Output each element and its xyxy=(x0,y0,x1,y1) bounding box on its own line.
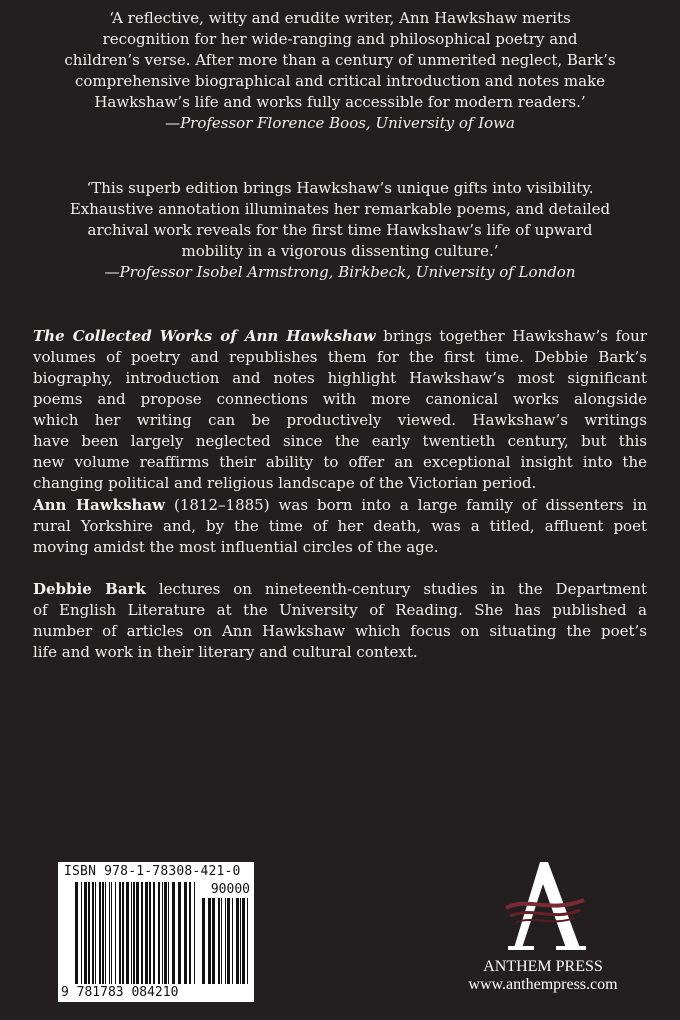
publisher-url: www.anthempress.com xyxy=(468,976,618,993)
barcode-bar xyxy=(141,882,143,984)
barcode-bar xyxy=(225,898,226,984)
barcode-bar xyxy=(242,898,245,984)
barcode-bar xyxy=(212,898,215,984)
barcode-bar xyxy=(119,882,121,984)
barcode-bar xyxy=(178,882,181,984)
quote-line: Exhaustive annotation illuminates her remarkable poems, and detailed xyxy=(69,200,611,218)
bio-line: life and work in their literary and cultural context. xyxy=(33,643,418,661)
bio-line: number of articles on Ann Hawkshaw which focus on situating the poet’s xyxy=(33,622,647,640)
book-title: The Collected Works of Ann Hawkshaw xyxy=(33,327,376,345)
quote-line: ‘This superb edition brings Hawkshaw’s unique gifts into visibility. xyxy=(86,179,594,197)
isbn-text: ISBN 978-1-78308-421-0 xyxy=(64,864,241,879)
description-line: biography, introduction and notes highlight Hawkshaw’s most significant xyxy=(33,369,647,387)
barcode-bar xyxy=(240,898,241,984)
barcode-bar xyxy=(202,898,205,984)
barcode-bar xyxy=(218,898,220,984)
anthem-a-logo-icon xyxy=(488,860,598,956)
editor-name: Debbie Bark xyxy=(33,580,146,598)
bio-line: lectures on nineteenth-century studies in the Department xyxy=(145,580,647,598)
addon-bars xyxy=(202,898,250,984)
barcode-bar xyxy=(84,882,87,984)
quote-isobel-armstrong xyxy=(33,178,647,283)
description-line: volumes of poetry and republishes them for the first time. Debbie Bark’s xyxy=(33,348,647,366)
author-bio xyxy=(33,495,647,558)
barcode-bar xyxy=(189,882,191,984)
barcode-bar xyxy=(162,882,163,984)
barcode-bar xyxy=(131,882,132,984)
quote-line: ‘A reflective, witty and erudite writer, Ann Hawkshaw merits xyxy=(109,9,571,27)
barcode-bar xyxy=(111,882,112,984)
description-line: poems and propose connections with more canonical works alongside xyxy=(33,390,647,408)
isbn-barcode xyxy=(58,862,254,1002)
quote-line: comprehensive biographical and critical introduction and notes make xyxy=(74,72,606,90)
bio-line: rural Yorkshire and, by the time of her death, was a titled, affluent poet xyxy=(33,517,647,535)
quote-line: recognition for her wide-ranging and philosophical poetry and xyxy=(102,30,578,48)
barcode-bar xyxy=(172,882,175,984)
barcode-bar xyxy=(102,882,104,984)
barcode-bar xyxy=(168,882,169,984)
author-name: Ann Hawkshaw xyxy=(33,496,166,514)
barcode-bar xyxy=(164,882,167,984)
bio-line: of English Literature at the University of Reading. She has published a xyxy=(33,601,647,619)
barcode-bar xyxy=(81,882,82,984)
barcode-bar xyxy=(158,882,160,984)
barcode-bar xyxy=(133,882,135,984)
description-line: which her writing can be productively viewed. Hawkshaw’s writings xyxy=(33,411,647,429)
barcode-bar xyxy=(92,882,94,984)
quote-line: children’s verse. After more than a century of unmerited neglect, Bark’s xyxy=(64,51,616,69)
quote-attribution: —Professor Isobel Armstrong, Birkbeck, University of London xyxy=(104,263,576,281)
ean-digits: 9 781783 084210 xyxy=(61,985,179,1000)
barcode-bar xyxy=(232,898,233,984)
barcode-bar xyxy=(149,882,151,984)
publisher-name: ANTHEM PRESS xyxy=(483,958,603,975)
description-line: brings together Hawkshaw’s four xyxy=(375,327,647,345)
barcode-bar xyxy=(115,882,116,984)
barcode-bar xyxy=(136,882,139,984)
description-line: new volume reaffirms their ability to offer an exceptional insight into the xyxy=(33,453,647,471)
barcode-bar xyxy=(75,882,78,984)
barcode-bar xyxy=(227,898,230,984)
bio-line: (1812–1885) was born into a large family of dissenters in xyxy=(165,496,647,514)
barcode-bar xyxy=(99,882,101,984)
barcode-bar xyxy=(247,898,248,984)
description-line: changing political and religious landscape of the Victorian period. xyxy=(33,474,537,492)
price-addon-text: 90000 xyxy=(210,882,250,897)
publisher-logo xyxy=(458,860,628,994)
description-line: have been largely neglected since the early twentieth century, but this xyxy=(33,432,647,450)
barcode-bar xyxy=(184,882,187,984)
bio-line: moving amidst the most influential circles of the age. xyxy=(33,538,439,556)
barcode-bar xyxy=(109,882,110,984)
barcode-bar xyxy=(153,882,155,984)
barcode-bar xyxy=(208,898,211,984)
barcode-bar xyxy=(236,898,239,984)
barcode-bar xyxy=(194,882,195,984)
barcode-bar xyxy=(126,882,129,984)
quote-florence-boos xyxy=(33,8,647,134)
quote-line: mobility in a vigorous dissenting culture.’ xyxy=(181,242,499,260)
barcode-bars xyxy=(75,882,197,984)
editor-bio xyxy=(33,579,647,663)
book-description xyxy=(33,326,647,494)
barcode-bar xyxy=(221,898,222,984)
quote-line: archival work reveals for the first time Hawkshaw’s life of upward xyxy=(87,221,593,239)
barcode-bar xyxy=(95,882,96,984)
barcode-bar xyxy=(145,882,148,984)
barcode-bar xyxy=(122,882,124,984)
barcode-bar xyxy=(88,882,90,984)
quote-line: Hawkshaw’s life and works fully accessible for modern readers.’ xyxy=(94,93,586,111)
quote-attribution: —Professor Florence Boos, University of Iowa xyxy=(165,114,515,132)
barcode-bar xyxy=(105,882,106,984)
